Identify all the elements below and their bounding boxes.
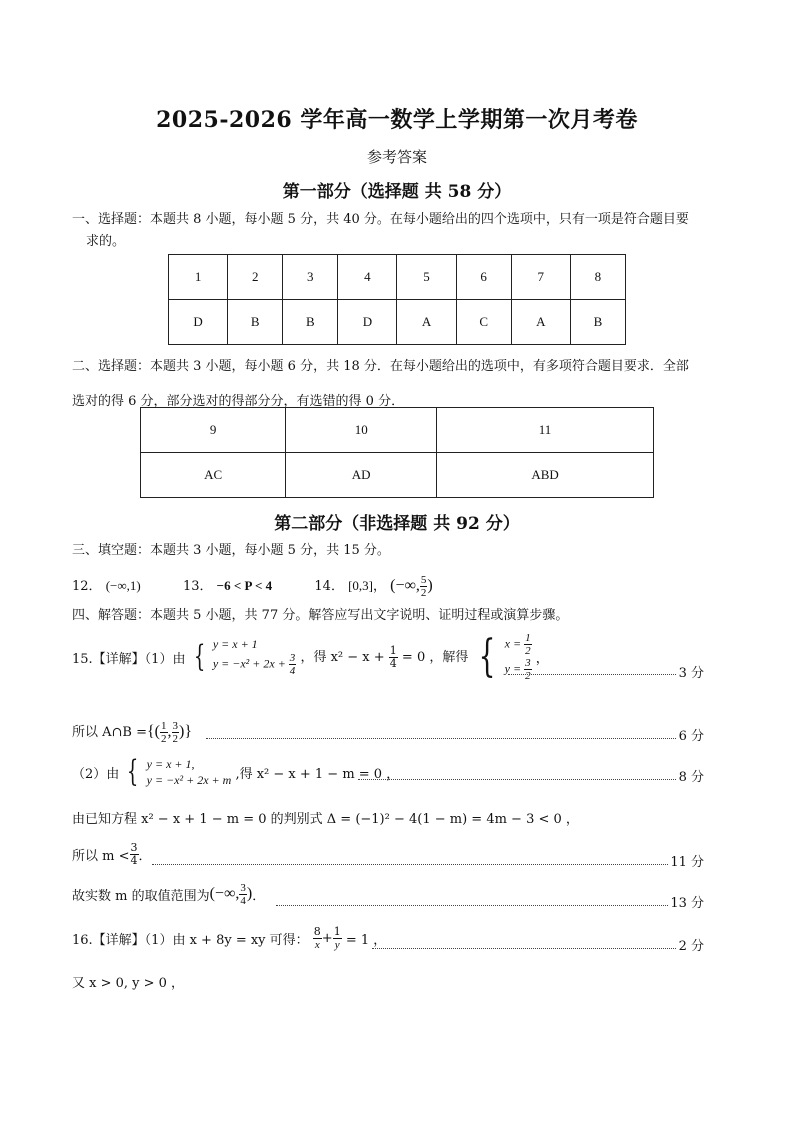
- fraction-numerator: 1: [525, 632, 531, 644]
- score-leader: [152, 864, 668, 865]
- table-cell: B: [228, 300, 283, 345]
- solution-y: [505, 657, 532, 682]
- score-label: 6 分: [678, 729, 704, 744]
- table-cell: AD: [286, 453, 437, 498]
- q15-line4: 由已知方程 x² − x + 1 − m = 0 的判别式 Δ = (−1)² − 4(1 − m) = 4m − 3 < 0 ，: [72, 812, 579, 827]
- part-one-heading: 第一部分（选择题 共 58 分）: [282, 182, 512, 202]
- fraction: [313, 926, 322, 951]
- fraction: [289, 652, 297, 677]
- table-cell: 2: [228, 255, 283, 300]
- q15-line3: [72, 756, 399, 792]
- fraction: [389, 645, 398, 670]
- table-cell: B: [570, 300, 625, 345]
- set-close: ): [246, 885, 253, 903]
- equation-text: y =: [504, 661, 522, 676]
- table-cell: B: [283, 300, 338, 345]
- q15-line2: [72, 714, 192, 750]
- fraction-numerator: 5: [420, 573, 427, 586]
- table-cell: AC: [141, 453, 286, 498]
- q14-answer-b: [390, 573, 433, 599]
- table-cell: 3: [283, 255, 338, 300]
- q13-answer: −6 < P < 4: [216, 578, 273, 593]
- q14-answer-a: [0,3]，: [348, 578, 387, 593]
- equation-text: ,得 x² − x + 1 − m = 0 ，: [235, 766, 400, 782]
- table-cell: 10: [286, 408, 437, 453]
- table-cell: A: [511, 300, 570, 345]
- question-label: 16.【详解】（1）由 x + 8y = xy 可得：: [72, 933, 309, 948]
- section-two-line2: 选对的得 6 分，部分选对的得部分分，有选错的得 0 分．: [72, 394, 405, 409]
- q16-line2: 又 x > 0, y > 0 ，: [72, 976, 185, 991]
- score-leader: [206, 738, 676, 739]
- q15-line1: 15.【详解】（1）由 { y = x + 1 y = −x² + 2x + $\frac{3}{4}$ ，得 x² − x + $\frac{1}{4}$ = 0 ，解得 { x = $\frac{1}{2}$ y = $\frac{3}{2}$ ，: [72, 631, 549, 682]
- score-label: 3 分: [678, 666, 704, 681]
- table-cell: A: [397, 300, 456, 345]
- fraction-numerator: 1: [161, 719, 167, 732]
- section-four-heading: 四、解答题：本题共 5 小题，共 77 分。解答应写出文字说明、证明过程或演算步骤。: [72, 608, 569, 623]
- fraction-denominator: 4: [130, 854, 138, 867]
- fraction: [524, 632, 532, 657]
- system-of-equations-1: [213, 637, 296, 677]
- answer-table-single-answers: [169, 300, 626, 345]
- q13-label: 13．: [182, 579, 213, 594]
- q12-answer: (−∞,1): [105, 578, 141, 593]
- q15-mid: [300, 645, 468, 670]
- table-cell: C: [456, 300, 511, 345]
- q14-b-open: (−∞,: [390, 577, 420, 594]
- table-cell: 6: [456, 255, 511, 300]
- table-cell: D: [169, 300, 228, 345]
- table-cell: 1: [169, 255, 228, 300]
- equation: y = x + 1,: [146, 757, 195, 771]
- equation-text: ，得 x² − x +: [300, 649, 385, 665]
- equation-text: ．: [138, 849, 152, 864]
- section-two-line1: 二、选择题：本题共 3 小题，每小题 6 分，共 18 分．在每小题给出的选项中，有多项符合题目要求．全部: [72, 359, 689, 374]
- score-leader: [358, 779, 676, 780]
- equation-text: ．: [252, 889, 266, 904]
- fraction-denominator: 2: [420, 586, 427, 599]
- equation-text: = 0 ，解得: [401, 649, 469, 665]
- solution-x: [505, 632, 532, 657]
- answer-table-single: [168, 254, 626, 345]
- score-label: 2 分: [678, 939, 704, 954]
- fraction-numerator: 1: [333, 925, 341, 938]
- range-set: [209, 882, 253, 907]
- fraction: [160, 720, 168, 745]
- fraction-numerator: 3: [525, 657, 531, 669]
- equation: [213, 652, 296, 677]
- table-cell: 9: [141, 408, 286, 453]
- equation-text: = 1 ，: [345, 933, 387, 948]
- page-subtitle: 参考答案: [366, 148, 427, 166]
- table-cell: ABD: [437, 453, 654, 498]
- fraction-denominator: y: [334, 939, 340, 951]
- fraction: [524, 657, 532, 682]
- fraction-numerator: 3: [130, 841, 138, 854]
- table-cell: 8: [570, 255, 625, 300]
- fraction-numerator: 3: [289, 652, 296, 664]
- score-leader: [372, 948, 676, 949]
- q15-line5: [72, 842, 152, 878]
- score-label: 13 分: [670, 896, 704, 911]
- fraction-denominator: 2: [172, 732, 179, 745]
- left-brace: {: [193, 639, 205, 674]
- fill-in-answers: [72, 570, 433, 602]
- equation: y = −x² + 2x + m: [146, 773, 232, 787]
- intersection-set: {( $\frac{1}{2}$ , $\frac{3}{2}$ )}: [147, 719, 193, 745]
- q15-line6: [72, 882, 265, 918]
- section-three-heading: 三、填空题：本题共 3 小题，每小题 5 分，共 15 分。: [72, 543, 390, 558]
- q16-line1: [72, 926, 386, 962]
- fraction: [333, 926, 342, 951]
- fraction: [239, 882, 247, 907]
- fraction-denominator: 4: [240, 895, 246, 907]
- system-of-equations-2: [147, 756, 232, 788]
- answer-table-multi-answers: [141, 453, 654, 498]
- score-leader: [276, 905, 668, 906]
- fraction-numerator: 8: [313, 925, 321, 938]
- score-leader: [508, 674, 676, 675]
- page-title: 2025-2026 学年高一数学上学期第一次月考卷: [156, 107, 638, 133]
- q14-b-close: ): [427, 577, 433, 594]
- equation-text: y = −x² + 2x +: [212, 656, 286, 671]
- equation: y = x + 1: [212, 637, 258, 651]
- answer-table-single-numbers: [169, 255, 626, 300]
- fraction-denominator: x: [314, 939, 320, 951]
- fraction-denominator: 2: [161, 732, 167, 745]
- section-one-line2: 求的。: [86, 234, 126, 249]
- equation-text: 所以 m <: [72, 849, 130, 864]
- section-one-instruction: [72, 209, 732, 253]
- equation-text: 所以 A∩B =: [72, 725, 147, 740]
- equation-text: x =: [504, 636, 522, 651]
- fraction-numerator: 3: [240, 882, 246, 894]
- table-cell: 5: [397, 255, 456, 300]
- score-label: 8 分: [678, 770, 704, 785]
- answer-table-multi-numbers: [141, 408, 654, 453]
- table-cell: 7: [511, 255, 570, 300]
- fraction-numerator: 3: [172, 719, 179, 732]
- section-one-line1: 一、选择题：本题共 8 小题，每小题 5 分，共 40 分。在每小题给出的四个选项中，只有一项是符合题目要: [72, 212, 689, 227]
- left-brace: {: [478, 631, 495, 682]
- plus-sign: +: [321, 931, 333, 946]
- set-close: )}: [179, 723, 193, 740]
- fraction: [130, 842, 139, 867]
- fraction-numerator: 1: [389, 643, 397, 657]
- q14-label: 14．: [314, 579, 344, 594]
- table-cell: 4: [338, 255, 397, 300]
- fraction-denominator: 4: [389, 656, 397, 670]
- part-two-heading: 第二部分（非选择题 共 92 分）: [274, 514, 520, 534]
- table-cell: D: [338, 300, 397, 345]
- equation-text: 故实数 m 的取值范围为: [72, 889, 210, 904]
- table-cell: 11: [437, 408, 654, 453]
- fraction-denominator: 4: [289, 665, 296, 677]
- part-label: （2）由: [72, 766, 120, 782]
- left-brace: {: [127, 754, 139, 789]
- answer-table-multi: [140, 407, 654, 498]
- score-label: 11 分: [670, 855, 704, 870]
- q15-label: 15.【详解】（1）由: [72, 651, 186, 667]
- set-open: {(: [147, 723, 161, 740]
- set-open: (−∞,: [209, 885, 240, 903]
- fraction: [172, 720, 180, 745]
- fraction-denominator: 2: [525, 645, 531, 657]
- q12-label: 12．: [72, 579, 102, 594]
- fraction-denominator: 2: [525, 670, 531, 682]
